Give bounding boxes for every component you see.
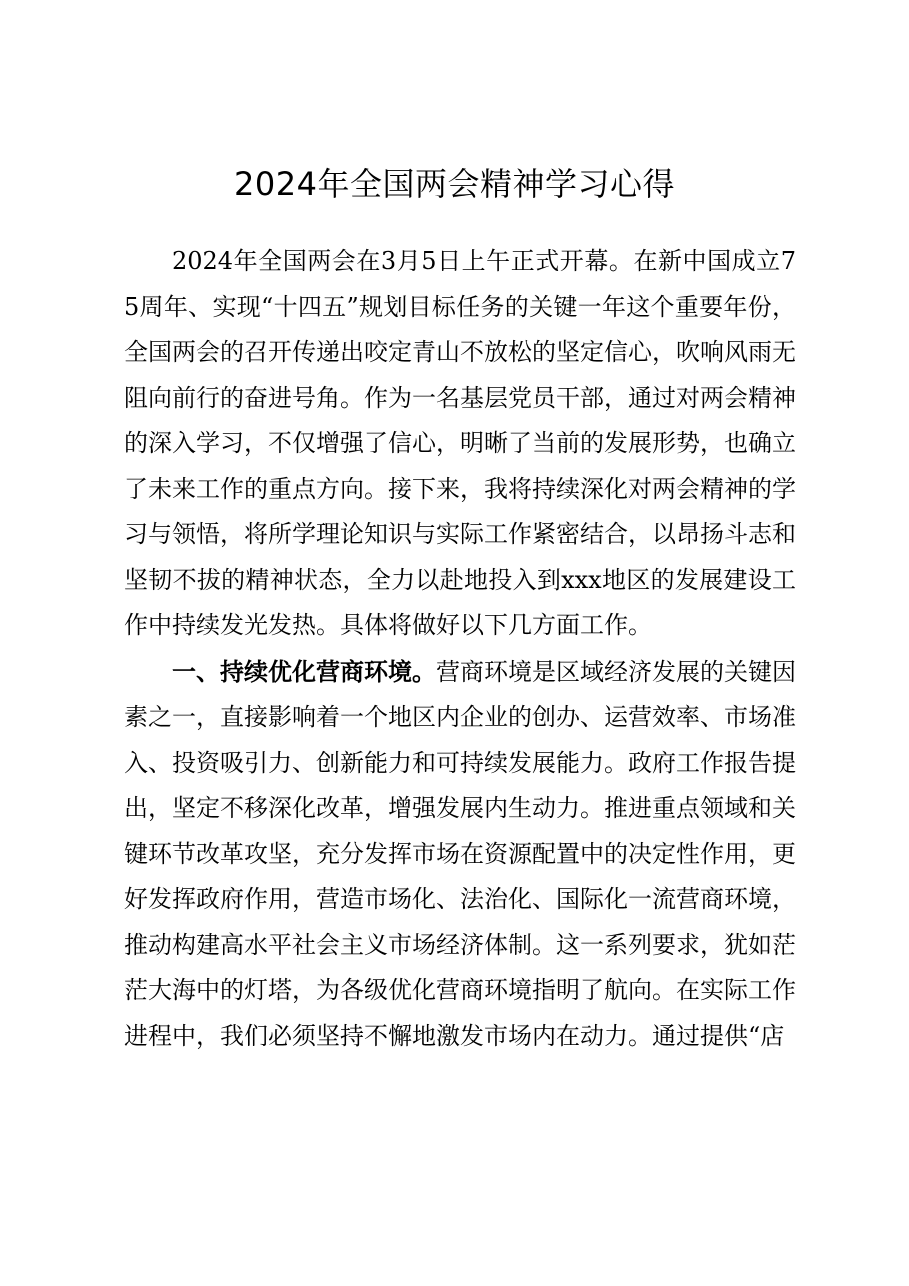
paragraph-text: 2024年全国两会在3月5日上午正式开幕。在新中国成立75周年、实现“十四五”规划目标任务的关键一年这个重要年份，全国两会的召开传递出咬定青山不放松的坚定信心，吹响风雨无阻向前行的奋进号角。作为一名基层党员干部，通过对两会精神的深入学习，不仅增强了信心，明晰了当前的发展形势，也确立了未来工作的重点方向。接下来，我将持续深化对两会精神的学习与领悟，将所学理论知识与实际工作紧密结合，以昂扬斗志和坚韧不拔的精神状态，全力以赴地投入到xxx地区的发展建设工作中持续发光发热。具体将做好以下几方面工作。 bbox=[124, 247, 796, 639]
document-title: 2024年全国两会精神学习心得 bbox=[234, 165, 675, 203]
paragraph-text: 营商环境是区域经济发展的关键因素之一，直接影响着一个地区内企业的创办、运营效率、市场准入、投资吸引力、创新能力和可持续发展能力。政府工作报告提出，坚定不移深化改革，增强发展内生动力。推进重点领域和关键环节改革攻坚，充分发挥市场在资源配置中的决定性作用，更好发挥政府作用，营造市场化、法治化、国际化一流营商环境，推动构建高水平社会主义市场经济体制。这一系列要求，犹如茫茫大海中的灯塔，为各级优化营商环境指明了航向。在实际工作进程中，我们必须坚持不懈地激发市场内在动力。通过提供“店 bbox=[124, 657, 796, 1050]
paragraph-section-1 bbox=[124, 649, 796, 1060]
paragraph-intro bbox=[124, 238, 796, 649]
paragraph-heading: 一、持续优化营商环境。 bbox=[172, 656, 436, 686]
document-body bbox=[124, 238, 796, 1059]
